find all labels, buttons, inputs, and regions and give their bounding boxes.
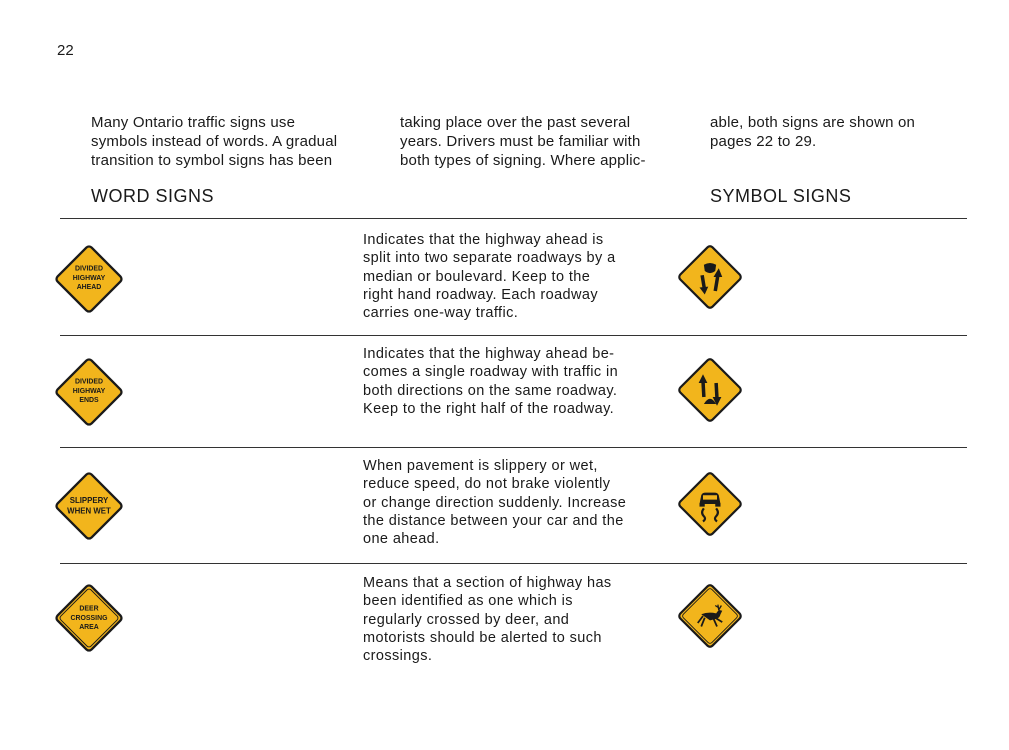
description-line: the distance between your car and the: [363, 512, 624, 529]
deer-crossing-word-sign: [52, 581, 126, 655]
divided-highway-ends-icon: [675, 355, 745, 425]
word-sign-line: WHEN WET: [67, 506, 111, 516]
intro-line: pages 22 to 29.: [710, 133, 817, 150]
word-sign-line: DIVIDED: [74, 378, 104, 386]
description-line: Keep to the right half of the roadway.: [363, 400, 615, 417]
divided-highway-ends-word-sign: [52, 355, 126, 429]
divider: [60, 447, 967, 448]
description-line: Indicates that the highway ahead is: [363, 232, 604, 248]
description-line: median or boulevard. Keep to the: [363, 268, 591, 285]
description-line: Indicates that the highway ahead be-: [363, 346, 615, 362]
description-line: comes a single roadway with traffic in: [363, 364, 619, 381]
intro-column-2: [400, 113, 646, 170]
intro-line: symbols instead of words. A gradual: [91, 133, 338, 150]
description-line: right hand roadway. Each roadway: [363, 286, 598, 303]
deer-crossing-icon: [675, 581, 745, 651]
description-line: been identified as one which is: [363, 593, 573, 610]
description-line: reduce speed, do not brake violently: [363, 476, 611, 493]
symbol-signs-heading: SYMBOL SIGNS: [710, 186, 852, 206]
description-line: split into two separate roadways by a: [363, 250, 616, 267]
intro-line: years. Drivers must be familiar with: [400, 133, 641, 150]
word-sign-line: HIGHWAY: [72, 274, 106, 282]
sign-description: [363, 457, 626, 548]
slippery-car-icon: [675, 469, 745, 539]
intro-line: able, both signs are shown on: [710, 114, 916, 131]
description-line: crossings.: [363, 648, 433, 665]
word-sign-line: AREA: [79, 624, 99, 632]
word-signs-heading: WORD SIGNS: [91, 186, 215, 206]
sign-description: [363, 574, 612, 665]
description-line: When pavement is slippery or wet,: [363, 458, 598, 474]
divider: [60, 335, 967, 336]
sign-description: [363, 231, 616, 322]
divider: [60, 563, 967, 564]
word-sign-line: DEER: [79, 605, 99, 613]
word-sign-line: ENDS: [79, 397, 99, 405]
intro-line: both types of signing. Where applic-: [400, 152, 646, 169]
slippery-when-wet-word-sign: [52, 469, 126, 543]
word-sign-line: AHEAD: [76, 284, 102, 292]
intro-line: Many Ontario traffic signs use: [91, 114, 296, 131]
sign-description: [363, 345, 618, 418]
description-line: both directions on the same roadway.: [363, 382, 618, 399]
word-sign-line: CROSSING: [70, 614, 108, 622]
intro-line: transition to symbol signs has been: [91, 152, 333, 169]
description-line: or change direction suddenly. Increase: [363, 494, 627, 511]
word-sign-line: HIGHWAY: [72, 387, 106, 395]
intro-line: taking place over the past several: [400, 114, 631, 131]
word-sign-line: SLIPPERY: [69, 496, 109, 506]
intro-column-1: [91, 113, 337, 170]
intro-column-3: [710, 113, 915, 151]
word-sign-line: DIVIDED: [74, 265, 104, 273]
description-line: regularly crossed by deer, and: [363, 611, 570, 628]
divider: [60, 218, 967, 219]
description-line: Means that a section of highway has: [363, 575, 612, 591]
description-line: motorists should be alerted to such: [363, 629, 602, 646]
divided-highway-ahead-word-sign: [52, 242, 126, 316]
description-line: carries one-way traffic.: [363, 305, 519, 322]
divided-highway-ahead-icon: [675, 242, 745, 312]
page-number: 22: [57, 42, 74, 59]
description-line: one ahead.: [363, 531, 440, 548]
